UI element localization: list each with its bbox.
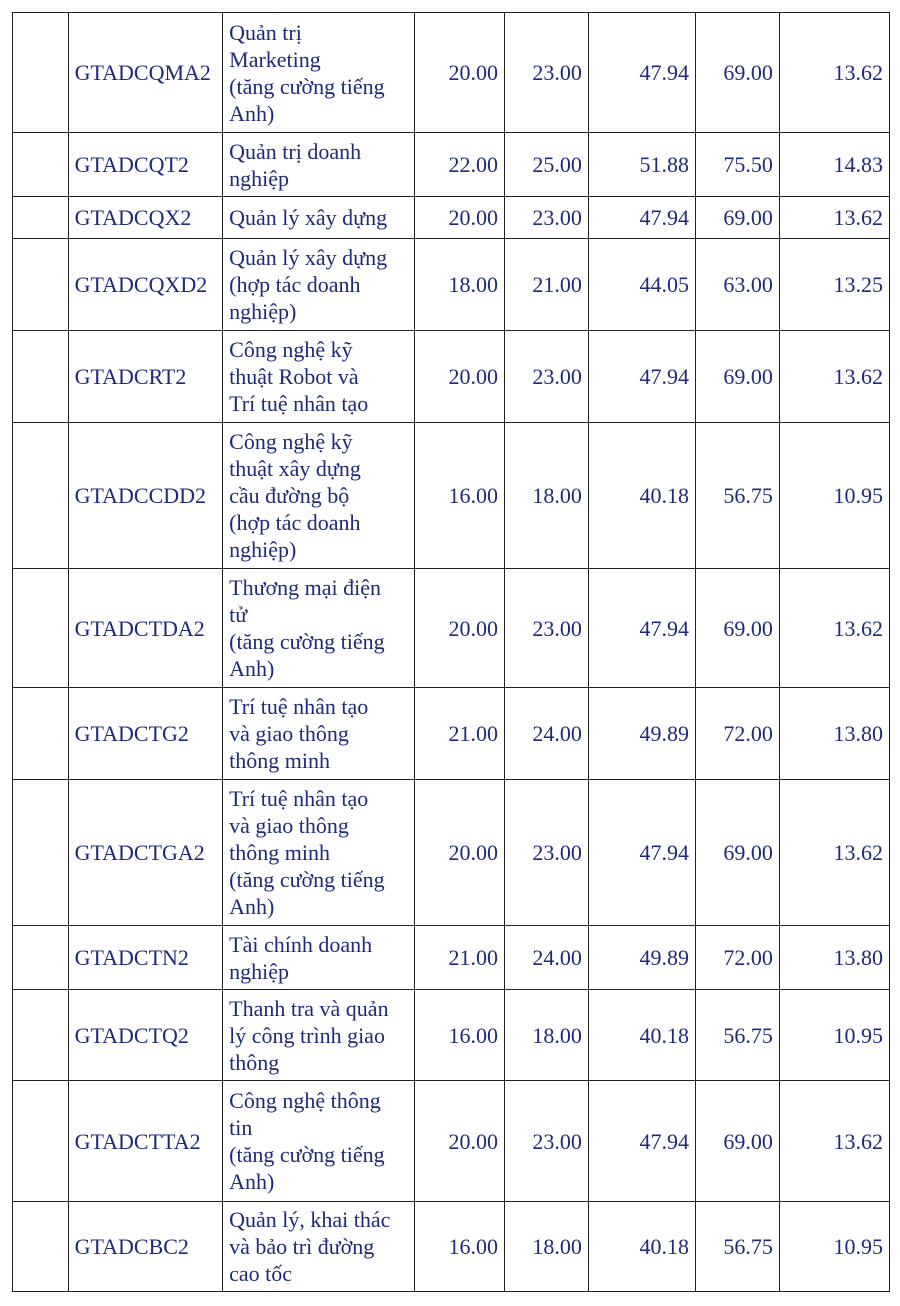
program-name-text: Trí tuệ nhân tạo và giao thông thông minh: [229, 694, 369, 773]
blank-cell: [13, 1202, 69, 1292]
score-4: 56.75: [695, 990, 779, 1081]
score-2: 23.00: [505, 780, 589, 926]
score-3: 49.89: [588, 688, 695, 780]
program-code: GTADCTTA2: [68, 1081, 223, 1202]
score-5: 13.80: [779, 688, 889, 780]
table-row: [13, 197, 890, 239]
score-2: 23.00: [505, 13, 589, 133]
score-5: 13.62: [779, 1081, 889, 1202]
score-1: 21.00: [415, 926, 505, 990]
score-2: 18.00: [505, 990, 589, 1081]
score-1: 18.00: [415, 239, 505, 331]
score-3: 40.18: [588, 1202, 695, 1292]
program-name-text: Công nghệ kỹ thuật Robot và Trí tuệ nhân tạo: [229, 337, 369, 416]
score-4: 56.75: [695, 423, 779, 569]
score-3: 40.18: [588, 423, 695, 569]
program-name: [223, 133, 415, 197]
program-code: GTADCQT2: [68, 133, 223, 197]
score-3: 44.05: [588, 239, 695, 331]
score-2: 18.00: [505, 1202, 589, 1292]
score-5: 13.62: [779, 197, 889, 239]
score-4: 63.00: [695, 239, 779, 331]
program-name: [223, 1081, 415, 1202]
score-1: 20.00: [415, 197, 505, 239]
program-code: GTADCTDA2: [68, 569, 223, 688]
score-4: 72.00: [695, 688, 779, 780]
score-4: 69.00: [695, 331, 779, 423]
score-5: 13.62: [779, 569, 889, 688]
score-5: 13.80: [779, 926, 889, 990]
score-4: 69.00: [695, 13, 779, 133]
score-3: 47.94: [588, 331, 695, 423]
score-3: 40.18: [588, 990, 695, 1081]
score-1: 20.00: [415, 569, 505, 688]
admission-score-table: [12, 12, 890, 1292]
score-2: 23.00: [505, 569, 589, 688]
program-code: GTADCBC2: [68, 1202, 223, 1292]
blank-cell: [13, 133, 69, 197]
score-5: 13.62: [779, 13, 889, 133]
program-name: [223, 780, 415, 926]
table-body: [13, 13, 890, 1292]
blank-cell: [13, 423, 69, 569]
score-2: 21.00: [505, 239, 589, 331]
score-1: 20.00: [415, 13, 505, 133]
program-name-text: Trí tuệ nhân tạo và giao thông thông minh (tăng cường tiếng Anh): [229, 786, 385, 919]
table-row: [13, 926, 890, 990]
score-2: 24.00: [505, 688, 589, 780]
score-1: 20.00: [415, 780, 505, 926]
program-name: [223, 688, 415, 780]
table-row: [13, 239, 890, 331]
table-row: [13, 423, 890, 569]
blank-cell: [13, 13, 69, 133]
program-name-text: Quản lý, khai thác và bảo trì đường cao tốc: [229, 1207, 391, 1286]
program-code: GTADCTQ2: [68, 990, 223, 1081]
program-name: [223, 13, 415, 133]
score-2: 23.00: [505, 1081, 589, 1202]
table-row: [13, 13, 890, 133]
program-name-text: Tài chính doanh nghiệp: [229, 931, 373, 984]
score-1: 20.00: [415, 1081, 505, 1202]
blank-cell: [13, 197, 69, 239]
program-name-text: Công nghệ kỹ thuật xây dựng cầu đường bộ (hợp tác doanh nghiệp): [229, 429, 361, 562]
program-name-text: Thanh tra và quản lý công trình giao thông: [229, 995, 389, 1075]
program-name-text: Quản lý xây dựng (hợp tác doanh nghiệp): [229, 245, 388, 324]
score-2: 23.00: [505, 197, 589, 239]
score-4: 72.00: [695, 926, 779, 990]
program-code: GTADCTG2: [68, 688, 223, 780]
table-row: [13, 990, 890, 1081]
program-code: GTADCTGA2: [68, 780, 223, 926]
score-3: 47.94: [588, 197, 695, 239]
score-2: 25.00: [505, 133, 589, 197]
program-name-text: Quản trị doanh nghiệp: [229, 138, 362, 191]
table-row: [13, 569, 890, 688]
score-1: 16.00: [415, 423, 505, 569]
program-name-text: Thương mại điện tử (tăng cường tiếng Anh): [229, 575, 385, 681]
score-2: 23.00: [505, 331, 589, 423]
table-row: [13, 1081, 890, 1202]
program-code: GTADCQMA2: [68, 13, 223, 133]
score-5: 13.62: [779, 780, 889, 926]
score-1: 16.00: [415, 990, 505, 1081]
program-name: [223, 926, 415, 990]
blank-cell: [13, 331, 69, 423]
program-code: GTADCRT2: [68, 331, 223, 423]
table-row: [13, 688, 890, 780]
program-code: GTADCQX2: [68, 197, 223, 239]
program-name-text: Quản trị Marketing (tăng cường tiếng Anh): [229, 19, 385, 126]
score-1: 21.00: [415, 688, 505, 780]
blank-cell: [13, 990, 69, 1081]
score-4: 69.00: [695, 197, 779, 239]
score-5: 13.62: [779, 331, 889, 423]
score-3: 47.94: [588, 569, 695, 688]
program-name-text: Công nghệ thông tin (tăng cường tiếng Anh): [229, 1088, 385, 1194]
score-3: 49.89: [588, 926, 695, 990]
score-4: 75.50: [695, 133, 779, 197]
score-3: 51.88: [588, 133, 695, 197]
score-2: 18.00: [505, 423, 589, 569]
score-5: 10.95: [779, 423, 889, 569]
program-name: [223, 569, 415, 688]
program-name: [223, 331, 415, 423]
score-5: 10.95: [779, 990, 889, 1081]
table-row: [13, 1202, 890, 1292]
score-3: 47.94: [588, 1081, 695, 1202]
score-4: 69.00: [695, 1081, 779, 1202]
score-1: 20.00: [415, 331, 505, 423]
blank-cell: [13, 239, 69, 331]
table-row: [13, 133, 890, 197]
program-name-text: Quản lý xây dựng: [229, 205, 388, 230]
blank-cell: [13, 569, 69, 688]
blank-cell: [13, 688, 69, 780]
program-name: [223, 423, 415, 569]
score-5: 10.95: [779, 1202, 889, 1292]
table-row: [13, 331, 890, 423]
score-1: 16.00: [415, 1202, 505, 1292]
program-code: GTADCTN2: [68, 926, 223, 990]
score-2: 24.00: [505, 926, 589, 990]
program-name: [223, 990, 415, 1081]
score-4: 69.00: [695, 569, 779, 688]
score-4: 69.00: [695, 780, 779, 926]
score-3: 47.94: [588, 13, 695, 133]
score-3: 47.94: [588, 780, 695, 926]
program-name: [223, 1202, 415, 1292]
program-code: GTADCQXD2: [68, 239, 223, 331]
score-4: 56.75: [695, 1202, 779, 1292]
blank-cell: [13, 1081, 69, 1202]
score-1: 22.00: [415, 133, 505, 197]
score-5: 14.83: [779, 133, 889, 197]
program-code: GTADCCDD2: [68, 423, 223, 569]
blank-cell: [13, 926, 69, 990]
program-name: [223, 239, 415, 331]
table-row: [13, 780, 890, 926]
program-name: [223, 197, 415, 239]
score-5: 13.25: [779, 239, 889, 331]
blank-cell: [13, 780, 69, 926]
